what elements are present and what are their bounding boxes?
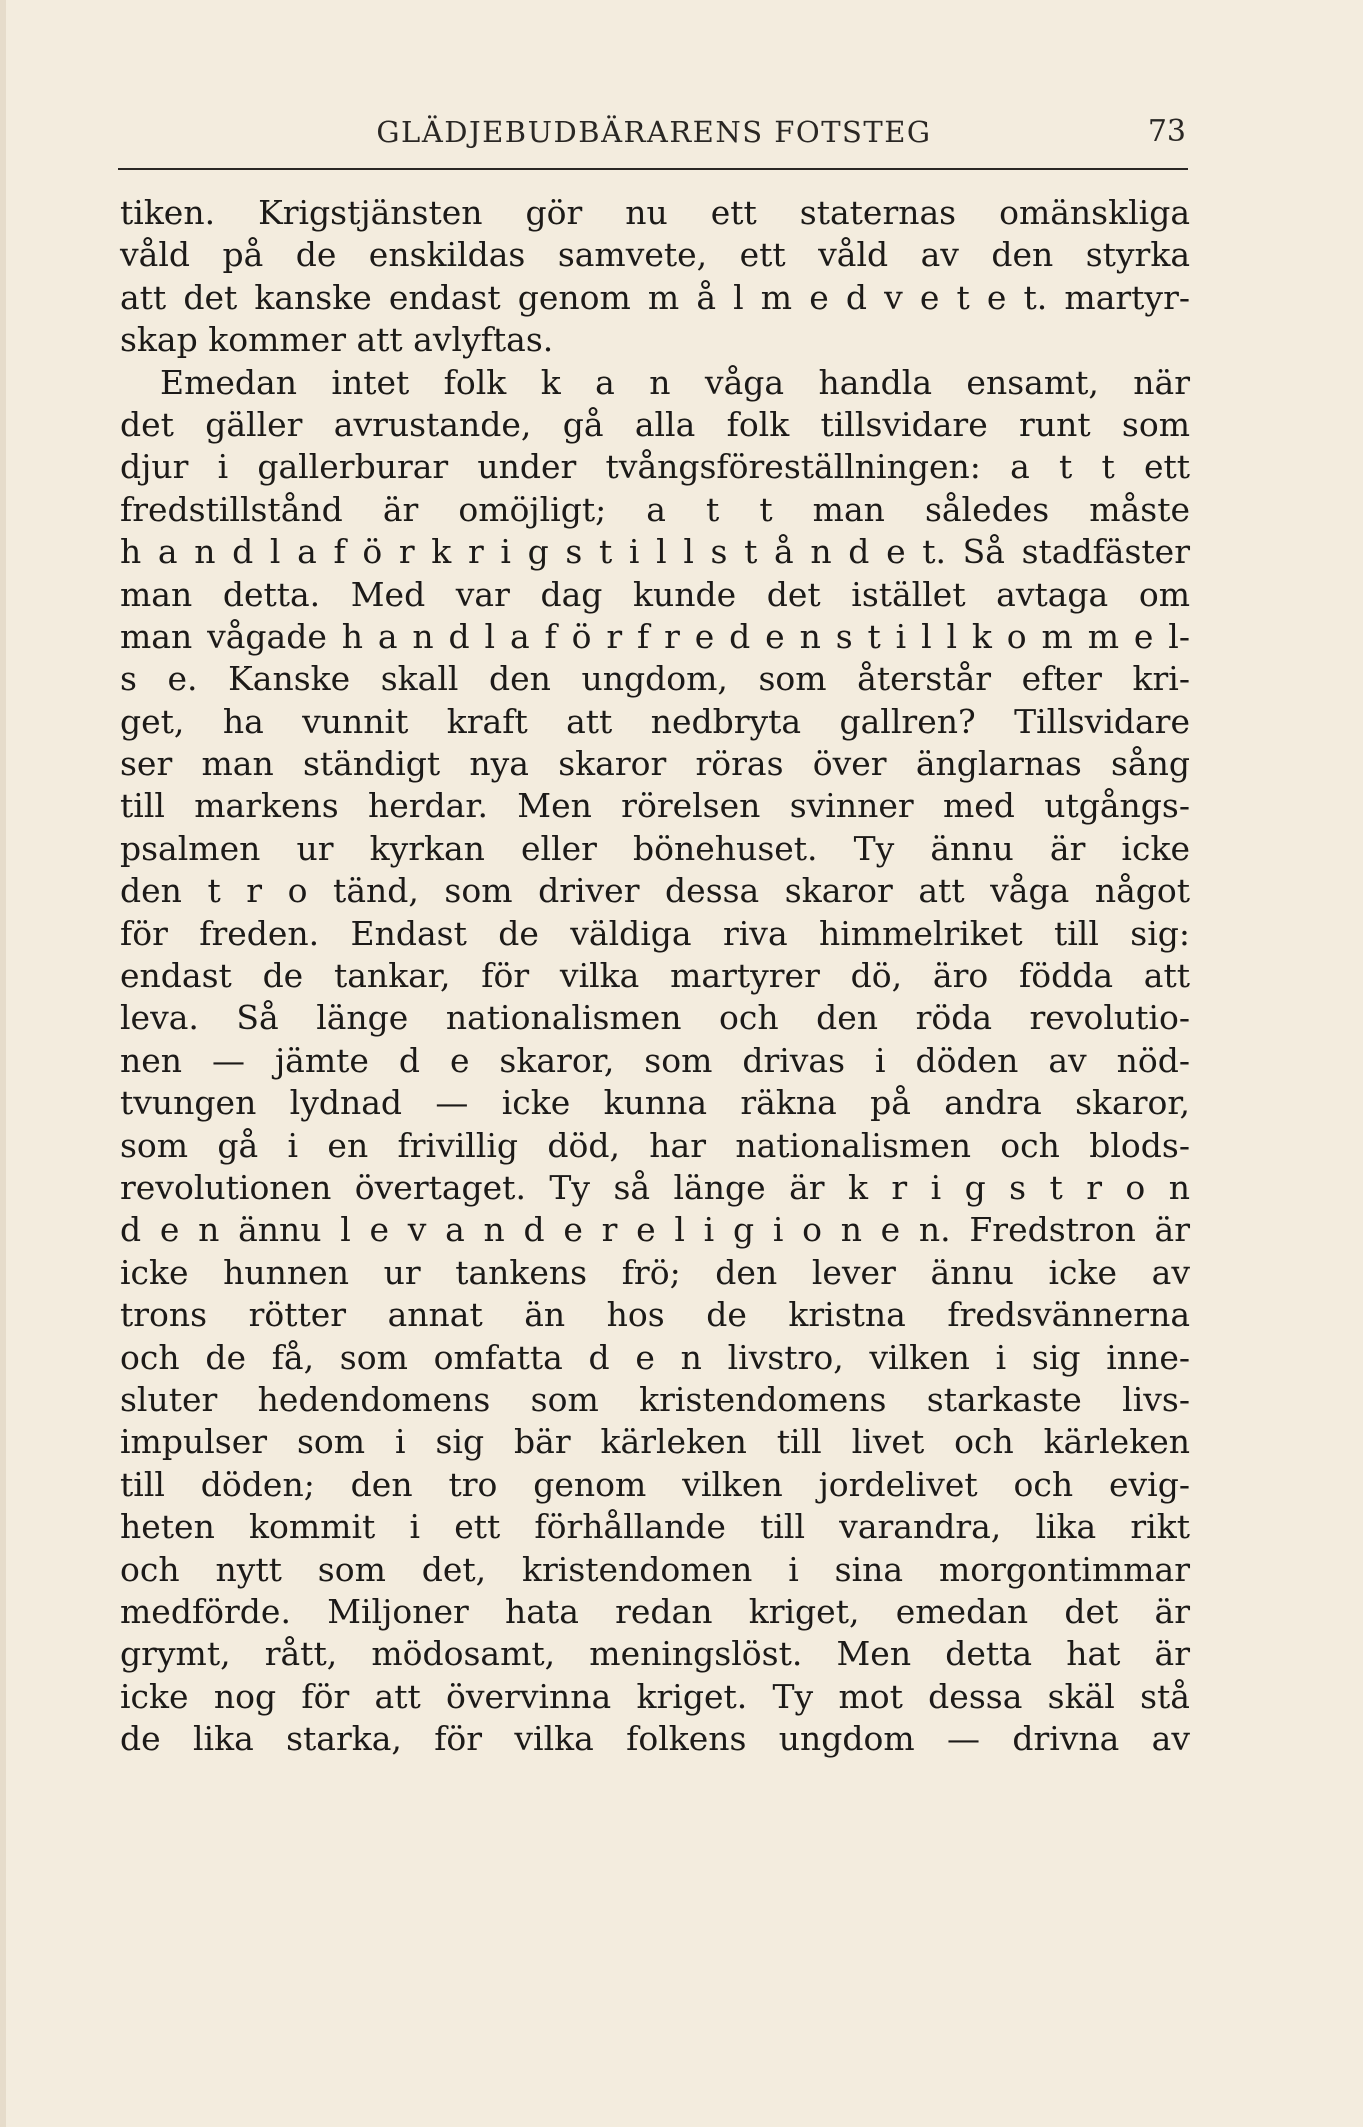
text-line: psalmen ur kyrkan eller bönehuset. Ty ännu är icke — [120, 828, 1190, 868]
text-line: skap kommer att avlyftas. — [120, 320, 554, 360]
text-line: den t r o tänd, som driver dessa skaror att våga något — [120, 871, 1190, 911]
text-line: Emedan intet folk k a n våga handla ensamt, när — [160, 362, 1190, 402]
text-line: till markens herdar. Men rörelsen svinner med utgångs- — [120, 786, 1190, 826]
text-line: d e n ännu l e v a n d e r e l i g i o n e n. Fredstron är — [120, 1210, 1190, 1250]
text-line: och nytt som det, kristendomen i sina morgontimmar — [120, 1549, 1190, 1589]
text-line: heten kommit i ett förhållande till varandra, lika rikt — [120, 1507, 1190, 1547]
text-line: att det kanske endast genom m å l m e d v e t e t. martyr- — [120, 277, 1190, 317]
text-line: trons rötter annat än hos de kristna fredsvännerna — [120, 1295, 1190, 1335]
text-line: leva. Så länge nationalismen och den röda revolutio- — [120, 998, 1190, 1038]
text-line: djur i gallerburar under tvångsföreställningen: a t t ett — [120, 447, 1190, 487]
text-line: tvungen lydnad — icke kunna räkna på andra skaror, — [120, 1083, 1190, 1123]
text-line: man detta. Med var dag kunde det istället avtaga om — [120, 574, 1190, 614]
text-line: icke hunnen ur tankens frö; den lever ännu icke av — [120, 1252, 1190, 1292]
text-line: ser man ständigt nya skaror röras över änglarnas sång — [120, 744, 1190, 784]
text-line: revolutionen övertaget. Ty så länge är k r i g s t r o n — [120, 1167, 1190, 1207]
text-line: medförde. Miljoner hata redan kriget, emedan det är — [120, 1591, 1190, 1631]
text-line: som gå i en frivillig död, har nationalismen och blods- — [120, 1125, 1190, 1165]
text-line: get, ha vunnit kraft att nedbryta gallren? Tillsvidare — [120, 701, 1190, 741]
text-line: och de få, som omfatta d e n livstro, vilken i sig inne- — [120, 1337, 1190, 1377]
running-title: GLÄDJEBUDBÄRARENS FOTSTEG — [376, 115, 932, 149]
page-number: 73 — [1147, 114, 1186, 149]
running-header — [120, 112, 1188, 152]
text-line: nen — jämte d e skaror, som drivas i döden av nöd- — [120, 1040, 1190, 1080]
header-rule — [118, 168, 1188, 170]
text-line: tiken. Krigstjänsten gör nu ett staternas omänskliga — [120, 193, 1190, 232]
body-text — [120, 192, 1190, 1760]
text-line: för freden. Endast de väldiga riva himmelriket till sig: — [120, 913, 1190, 953]
text-line: endast de tankar, för vilka martyrer dö, äro födda att — [120, 956, 1190, 996]
text-line: sluter hedendomens som kristendomens starkaste livs- — [120, 1379, 1190, 1419]
text-line: det gäller avrustande, gå alla folk tillsvidare runt som — [120, 404, 1190, 444]
text-line: de lika starka, för vilka folkens ungdom — drivna av — [120, 1719, 1190, 1759]
text-line: icke nog för att övervinna kriget. Ty mot dessa skäl stå — [120, 1676, 1190, 1716]
text-line: till döden; den tro genom vilken jordelivet och evig- — [120, 1464, 1190, 1504]
text-line: man vågade h a n d l a f ö r f r e d e n s t i l l k o m m e l- — [120, 616, 1190, 656]
text-line: våld på de enskildas samvete, ett våld av den styrka — [120, 235, 1190, 275]
text-line: fredstillstånd är omöjligt; a t t man således måste — [120, 489, 1190, 529]
text-line: h a n d l a f ö r k r i g s t i l l s t å n d e t. Så stadfäster — [120, 532, 1190, 572]
text-line: s e. Kanske skall den ungdom, som återstår efter kri- — [120, 659, 1190, 699]
text-line: grymt, rått, mödosamt, meningslöst. Men detta hat är — [120, 1634, 1190, 1674]
text-line: impulser som i sig bär kärleken till livet och kärleken — [120, 1422, 1190, 1462]
